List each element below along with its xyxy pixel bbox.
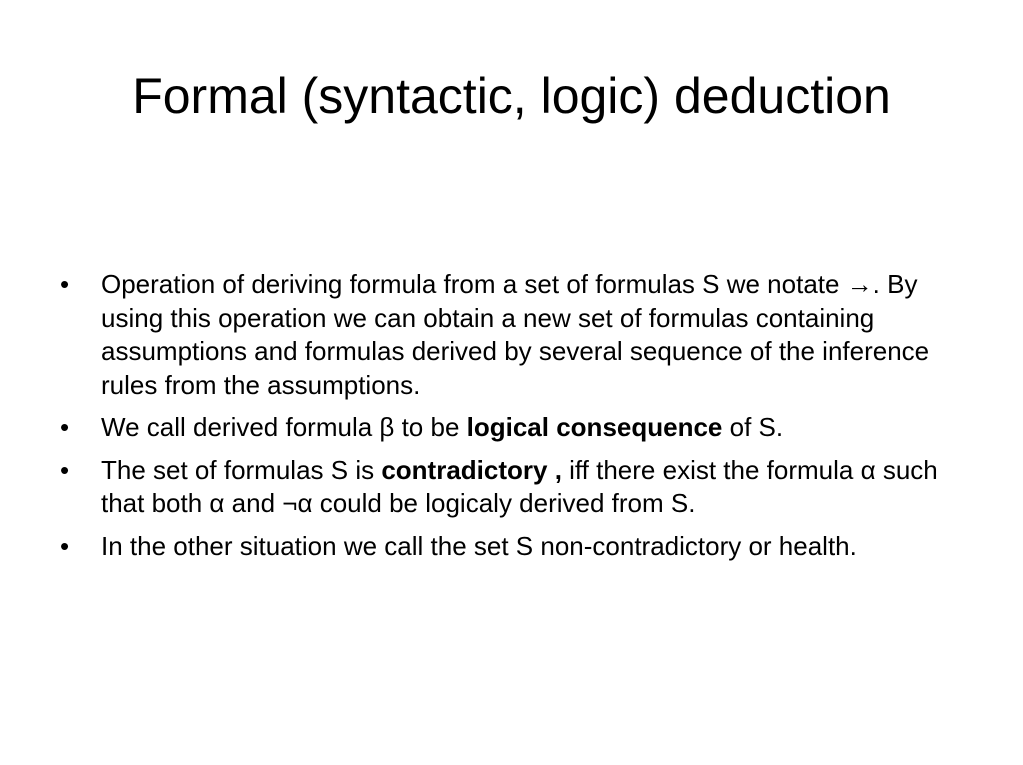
bullet-item-non-contradictory <box>60 530 970 564</box>
bullet-dot-icon: • <box>60 454 70 485</box>
bullet-text-start: We call derived formula β to be <box>101 412 467 442</box>
bullet-item-contradictory <box>60 454 970 521</box>
slide-title: Formal (syntactic, logic) deduction <box>132 68 891 124</box>
bold-term-contradictory: contradictory , <box>381 454 562 485</box>
bullet-item-deriving-operation <box>60 268 970 402</box>
bullet-dot-icon: • <box>60 269 70 299</box>
bullet-dot-icon: • <box>60 412 70 442</box>
bullet-dot-icon: • <box>60 530 70 561</box>
bold-term-logical-consequence: logical consequence <box>466 412 723 442</box>
bullet-text-end: of S. <box>722 412 784 442</box>
bullet-list <box>60 268 970 572</box>
bullet-text-end: iff there exist the formula α such that both α and ¬α could be logicaly derived from S. <box>101 454 938 518</box>
bullet-text-start: The set of formulas S is <box>101 454 382 485</box>
bullet-text: In the other situation we call the set S non-contradictory or health. <box>101 530 857 561</box>
bullet-item-logical-consequence <box>60 411 970 445</box>
bullet-text: Operation of deriving formula from a set of formulas S we notate →. By using this operation we can obtain a new set of formulas containing assumptions and formulas derived by several sequence of the inference rules from the assumptions. <box>101 269 930 400</box>
